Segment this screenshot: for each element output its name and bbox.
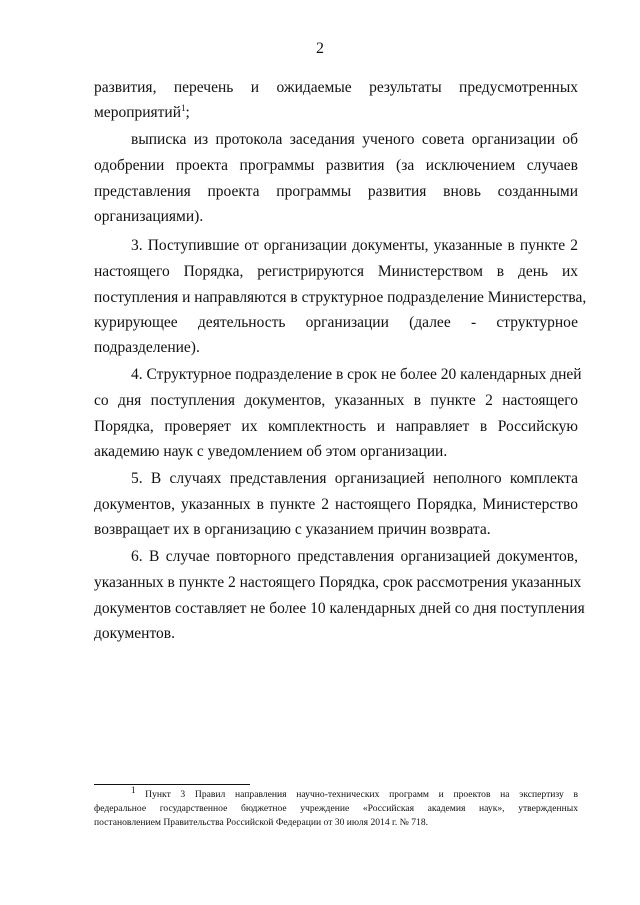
body-text-line: Порядка, проверяет их комплектность и направляет в Российскую xyxy=(94,418,578,435)
body-text-line: документов. xyxy=(94,625,175,642)
body-text-line: развития, перечень и ожидаемые результаты предусмотренных xyxy=(94,79,578,96)
body-text-line: настоящего Порядка, регистрируются Министерством в день их xyxy=(94,263,578,280)
body-text-line xyxy=(94,104,578,122)
body-text-line: возвращает их в организацию с указанием причин возврата. xyxy=(94,521,491,538)
footnote-marker: 1 xyxy=(131,784,136,795)
body-text-line: организациями). xyxy=(94,208,204,225)
footnote-line xyxy=(131,784,578,801)
footnote-separator xyxy=(94,784,250,785)
body-text-line: одобрении проекта программы развития (за исключением случаев xyxy=(94,157,578,174)
body-text-line: документов, указанных в пункте 2 настоящего Порядка, Министерство xyxy=(94,496,578,513)
body-text-line: указанных в пункте 2 настоящего Порядка, срок рассмотрения указанных xyxy=(94,574,582,591)
footnote-text: Пункт 3 Правил направления научно-технических программ и проектов на экспертизу в xyxy=(145,789,578,800)
body-text-line: представления проекта программы развития вновь созданными xyxy=(94,183,578,200)
body-text-line: со дня поступления документов, указанных в пункте 2 настоящего xyxy=(94,392,578,409)
footnote-line: федеральное государственное бюджетное учреждение «Российская академия наук», утвержденных xyxy=(94,803,578,814)
body-text-line: 4. Структурное подразделение в срок не более 20 календарных дней xyxy=(131,366,582,383)
text-fragment: ; xyxy=(185,104,190,121)
body-text-line: 6. В случае повторного представления организацией документов, xyxy=(131,548,578,565)
footnote-reference: 1 xyxy=(181,102,186,113)
body-text-line: 3. Поступившие от организации документы, указанные в пункте 2 xyxy=(131,237,578,254)
body-text-line: выписка из протокола заседания ученого совета организации об xyxy=(131,131,578,148)
body-text-line: курирующее деятельность организации (далее - структурное xyxy=(94,314,578,331)
body-text-line: поступления и направляются в структурное подразделение Министерства, xyxy=(94,289,587,306)
body-text-line: подразделение). xyxy=(94,339,200,356)
footnote-line: постановлением Правительства Российской Федерации от 30 июля 2014 г. № 718. xyxy=(94,817,429,828)
text-fragment: мероприятий xyxy=(94,104,182,121)
body-text-line: 5. В случаях представления организацией неполного комплекта xyxy=(131,470,578,487)
page-number: 2 xyxy=(316,40,324,57)
body-text-line: академию наук с уведомлением об этом организации. xyxy=(94,443,448,460)
body-text-line: документов составляет не более 10 календарных дней со дня поступления xyxy=(94,600,585,617)
